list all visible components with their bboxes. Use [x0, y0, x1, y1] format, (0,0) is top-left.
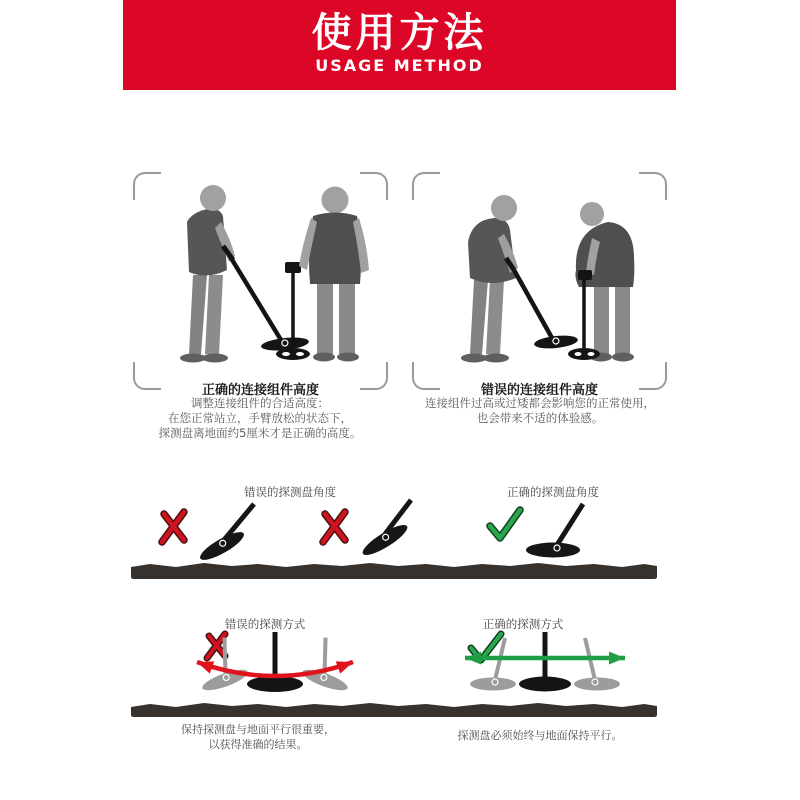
- label-wrong-coil-angle: 错误的探测盘角度: [244, 485, 336, 499]
- panel-wrong-height: [412, 172, 667, 398]
- tilted-coil: [359, 500, 411, 560]
- correct-sweep-caption: 探测盘必须始终与地面保持平行。: [457, 729, 623, 742]
- banner-subtitle: USAGE METHOD: [315, 56, 484, 75]
- center-coil: [519, 632, 571, 692]
- flat-coil: [526, 504, 583, 558]
- label-correct-sweep: 正确的探测方式: [482, 617, 564, 631]
- frame-corner: [412, 362, 440, 390]
- banner: [123, 0, 676, 90]
- cross-icon: [207, 634, 225, 658]
- metal-detector: [506, 258, 579, 350]
- label-correct-coil-angle: 正确的探测盘角度: [507, 485, 599, 499]
- center-coil: [247, 632, 303, 692]
- correct-posture-figure: [133, 172, 388, 390]
- ground-strip: [128, 560, 660, 580]
- person-side-wrong: [461, 195, 579, 363]
- correct-sweep-diagram: [455, 628, 635, 706]
- label-wrong-sweep: 错误的探测方式: [224, 617, 306, 631]
- person-front-correct: [276, 187, 369, 362]
- correct-height-description: 调整连接组件的合适高度： 在您正常站立，手臂放松的状态下， 探测盘离地面约5厘米才是正确的高度。: [158, 396, 362, 440]
- frame-corner: [360, 362, 388, 390]
- frame-corner: [412, 172, 440, 200]
- ground-strip: [128, 701, 660, 718]
- cross-icon: [323, 512, 345, 542]
- panel-title-correct-height: 正确的连接组件高度: [192, 379, 329, 398]
- wrong-angle-glyph-2: [305, 498, 420, 562]
- cross-icon: [162, 512, 184, 542]
- frame-corner: [360, 172, 388, 200]
- check-icon: [490, 510, 520, 538]
- tilted-coil: [197, 504, 254, 562]
- panel-title-wrong-height: 错误的连接组件高度: [471, 379, 608, 398]
- wrong-height-description: 连接组件过高或过矮都会影响您的正常使用， 也会带来不适的体验感。: [425, 396, 655, 425]
- wrong-angle-glyph-1: [150, 500, 260, 562]
- swung-coil-right: [574, 638, 620, 691]
- correct-angle-glyph: [478, 498, 593, 562]
- wrong-sweep-diagram: [185, 628, 365, 706]
- frame-corner: [639, 362, 667, 390]
- banner-title: 使用方法: [311, 10, 488, 56]
- frame-corner: [133, 362, 161, 390]
- wrong-sweep-caption: 保持探测盘与地面平行很重要， 以获得准确的结果。: [181, 723, 335, 751]
- metal-detector: [223, 246, 309, 352]
- person-hunched-wrong: [568, 202, 634, 362]
- frame-corner: [133, 172, 161, 200]
- panel-correct-height: [133, 172, 388, 398]
- wrong-posture-figure: [412, 172, 667, 390]
- frame-corner: [639, 172, 667, 200]
- person-side-correct: [180, 185, 309, 363]
